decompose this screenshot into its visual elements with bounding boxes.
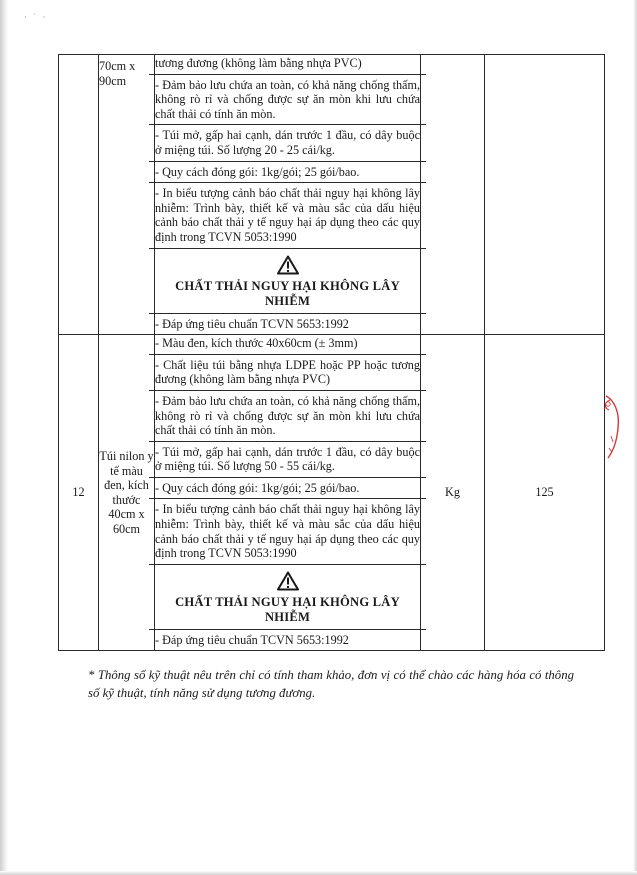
item-name-cell: Túi nilon y tế màu đen, kích thước 40cm x 60cm xyxy=(99,335,155,651)
row-number-cell xyxy=(59,55,99,335)
spec-line: - Màu đen, kích thước 40x60cm (± 3mm) xyxy=(149,335,426,355)
spec-line: - Quy cách đóng gói: 1kg/gói; 25 gói/bao. xyxy=(149,162,426,184)
item-name-cell: 70cm x 90cm xyxy=(99,55,155,335)
warning-title: CHẤT THẢI NGUY HẠI KHÔNG LÂY NHIỄM xyxy=(175,594,400,624)
page-shadow-left xyxy=(0,0,8,875)
scan-specks: · ˙ · xyxy=(24,12,48,22)
spec-line: - In biểu tượng cảnh báo chất thải nguy hại không lây nhiễm: Trình bày, thiết kế và màu sắc của dấu hiệu cảnh báo chất thải y tế nguy hại áp dụng theo các quy định trong TCVN 5053:1990 xyxy=(149,499,426,564)
warning-title: CHẤT THẢI NGUY HẠI KHÔNG LÂY NHIỄM xyxy=(175,278,400,308)
warning-block xyxy=(149,565,426,630)
standard-line: - Đáp ứng tiêu chuẩn TCVN 5653:1992 xyxy=(155,632,349,647)
quantity-cell xyxy=(485,55,605,335)
footnote: * Thông số kỹ thuật nêu trên chỉ có tính tham khảo, đơn vị có thể chào các hàng hóa có thông số kỹ thuật, tính năng sử dụng tương đương. xyxy=(88,668,574,700)
unit-cell xyxy=(421,55,485,335)
warning-block xyxy=(149,249,426,314)
spec-line: - Đảm bảo lưu chứa an toàn, có khả năng chống thấm, không rò rỉ và chống được sự ăn mòn khi lưu chứa chất thải có tính ăn mòn. xyxy=(149,391,426,442)
page-shadow-right xyxy=(633,0,637,875)
spec-line: - Chất liệu túi bằng nhựa LDPE hoặc PP hoặc tương đương (không làm bằng nhựa PVC) xyxy=(149,355,426,391)
red-stamp-mark xyxy=(600,390,630,462)
spec-line: - Đảm bảo lưu chứa an toàn, có khả năng chống thấm, không rò rỉ và chống được sự ăn mòn khi lưu chứa chất thải có tính ăn mòn. xyxy=(149,75,426,126)
spec-line: - Túi mở, gấp hai cạnh, dán trước 1 đầu, có dây buộc ở miệng túi. Số lượng 50 - 55 cái/kg. xyxy=(149,442,426,478)
quantity-cell: 125 xyxy=(485,335,605,651)
description-cell xyxy=(155,55,421,335)
warning-triangle-icon xyxy=(277,571,299,591)
description-cell xyxy=(155,335,421,651)
row-number-cell: 12 xyxy=(59,335,99,651)
page-shadow-bottom xyxy=(0,871,637,875)
unit-cell: Kg xyxy=(421,335,485,651)
table-row xyxy=(59,335,605,651)
spec-line: - In biểu tượng cảnh báo chất thải nguy hại không lây nhiễm: Trình bày, thiết kế và màu sắc của dấu hiệu cảnh báo chất thải y tế nguy hại áp dụng theo các quy định trong TCVN 5053:1990 xyxy=(149,183,426,248)
table-row xyxy=(59,55,605,335)
specification-table xyxy=(58,54,605,651)
spec-line: - Túi mở, gấp hai cạnh, dán trước 1 đầu, có dây buộc ở miệng túi. Số lượng 20 - 25 cái/kg. xyxy=(149,125,426,161)
spec-line: tương đương (không làm bằng nhựa PVC) xyxy=(149,55,426,75)
standard-line: - Đáp ứng tiêu chuẩn TCVN 5653:1992 xyxy=(155,316,349,331)
warning-triangle-icon xyxy=(277,255,299,275)
spec-line: - Quy cách đóng gói: 1kg/gói; 25 gói/bao. xyxy=(149,478,426,500)
